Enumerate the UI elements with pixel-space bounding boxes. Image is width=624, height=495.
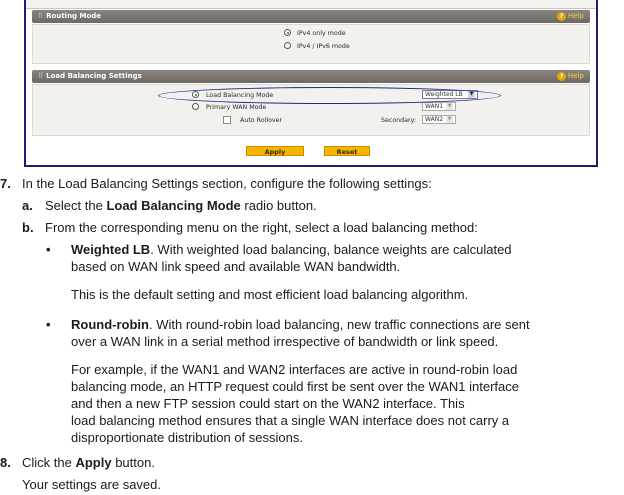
help-label: Help xyxy=(568,72,584,80)
step-8-pre: Click the xyxy=(22,455,76,470)
step-8-post: button. xyxy=(111,455,155,470)
grip-icon: ⠿ xyxy=(38,12,43,20)
step-7-number: 7. xyxy=(0,176,11,191)
chevron-down-icon: ▼ xyxy=(469,91,474,97)
example-line-4: load balancing method ensures that a single WAN interface does not carry a xyxy=(71,413,510,428)
load-balancing-mode-option[interactable] xyxy=(192,91,273,99)
example-line-2: balancing mode, an HTTP request could first be sent over the WAN1 interface xyxy=(71,379,520,394)
auto-rollover-label: Auto Rollover xyxy=(240,117,283,124)
help-icon: ? xyxy=(557,72,566,81)
routing-mode-title: Routing Mode xyxy=(46,12,102,20)
load-balancing-panel xyxy=(32,84,590,136)
chevron-down-icon: ▼ xyxy=(447,103,452,109)
routing-mode-header xyxy=(32,10,590,23)
weighted-lb-bold: Weighted LB xyxy=(71,242,151,257)
load-balancing-method-value: Weighted LB xyxy=(425,91,463,98)
load-balancing-mode-radio[interactable] xyxy=(192,91,199,98)
load-balancing-header xyxy=(32,70,590,83)
chevron-down-icon: ▼ xyxy=(447,116,452,122)
primary-wan-option[interactable] xyxy=(192,103,266,111)
weighted-lb-text-1: . With weighted load balancing, balance weights are calculated xyxy=(150,242,512,257)
step-7-text: In the Load Balancing Settings section, configure the following settings: xyxy=(22,176,432,191)
reset-button[interactable]: Reset xyxy=(324,146,370,156)
primary-wan-value: WAN1 xyxy=(425,103,444,110)
step-8-number: 8. xyxy=(0,455,11,470)
step-8-result: Your settings are saved. xyxy=(22,477,161,492)
bullet-icon: • xyxy=(46,242,51,257)
weighted-lb-line-1 xyxy=(71,242,512,257)
round-robin-text-1: . With round-robin load balancing, new traffic connections are sent xyxy=(148,317,530,332)
example-line-1: For example, if the WAN1 and WAN2 interfaces are active in round-robin load xyxy=(71,362,518,377)
routing-mode-help[interactable] xyxy=(557,10,584,23)
ipv4-only-label: IPv4 only mode xyxy=(297,29,346,37)
step-7a-text xyxy=(45,198,317,213)
round-robin-bold: Round-robin xyxy=(71,317,149,332)
step-7a-pre: Select the xyxy=(45,198,107,213)
secondary-wan-select[interactable] xyxy=(422,115,456,124)
load-balancing-help[interactable] xyxy=(557,70,584,83)
auto-rollover-checkbox[interactable] xyxy=(223,116,231,124)
weighted-lb-line-2: based on WAN link speed and available WAN bandwidth. xyxy=(71,259,401,274)
load-balancing-mode-label: Load Balancing Mode xyxy=(206,91,274,99)
step-7a-bold: Load Balancing Mode xyxy=(106,198,241,213)
example-line-3: and then a new FTP session could start on the WAN2 interface. This xyxy=(71,396,465,411)
step-7a-post: radio button. xyxy=(240,198,317,213)
load-balancing-title: Load Balancing Settings xyxy=(46,72,142,80)
ipv4-only-option[interactable] xyxy=(284,29,346,37)
apply-button[interactable]: Apply xyxy=(246,146,304,156)
round-robin-line-1 xyxy=(71,317,530,332)
primary-wan-label: Primary WAN Mode xyxy=(206,103,267,111)
ipv4-ipv6-label: IPv4 / IPv6 mode xyxy=(297,42,350,50)
help-icon: ? xyxy=(557,12,566,21)
weighted-lb-default-note: This is the default setting and most efficient load balancing algorithm. xyxy=(71,287,469,302)
load-balancing-method-select[interactable] xyxy=(422,90,478,99)
step-7a-letter: a. xyxy=(22,198,33,213)
primary-wan-select[interactable] xyxy=(422,102,456,111)
primary-wan-radio[interactable] xyxy=(192,103,199,110)
grip-icon: ⠿ xyxy=(38,72,43,80)
router-ui-screenshot xyxy=(24,0,598,167)
round-robin-line-2: over a WAN link in a serial method irrespective of bandwidth or link speed. xyxy=(71,334,499,349)
example-line-5: disproportionate distribution of sessions. xyxy=(71,430,303,445)
auto-rollover-option[interactable] xyxy=(223,116,282,124)
secondary-label: Secondary: xyxy=(381,117,417,124)
routing-mode-panel xyxy=(32,24,590,64)
ipv4-ipv6-option[interactable] xyxy=(284,42,350,50)
ipv4-only-radio[interactable] xyxy=(284,29,291,36)
bullet-icon: • xyxy=(46,317,51,332)
ipv4-ipv6-radio[interactable] xyxy=(284,42,291,49)
step-7b-text: From the corresponding menu on the right, select a load balancing method: xyxy=(45,220,478,235)
step-7b-letter: b. xyxy=(22,220,34,235)
step-8-text xyxy=(22,455,155,470)
help-label: Help xyxy=(568,12,584,20)
step-8-bold: Apply xyxy=(75,455,112,470)
secondary-wan-value: WAN2 xyxy=(425,116,444,123)
top-band xyxy=(26,0,596,9)
